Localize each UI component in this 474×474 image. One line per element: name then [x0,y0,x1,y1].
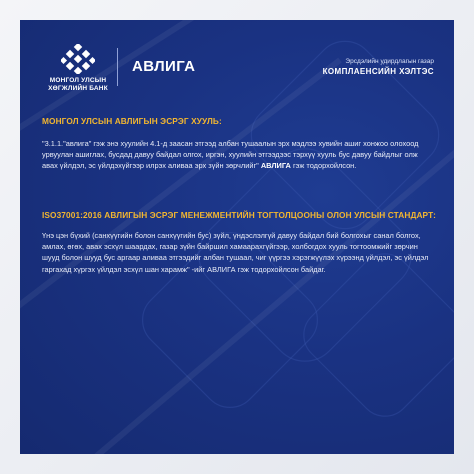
department-line1: Эрсдэлийн удирдлагын газар [345,58,434,65]
section1-body [42,138,434,172]
page-title: АВЛИГА [132,58,196,75]
bank-name-line1: МОНГОЛ УЛСЫН [49,77,107,84]
poster-panel [20,20,454,454]
header-divider [117,48,118,86]
department-label [323,58,434,76]
section1-body-text: "3.1.1."авлига" гэж энэ хуулийн 4.1-д заасан этгээд албан тушаалын эрх мэдлээ хувийн ашиг хонжоо олохоод урвуулан ашиглах, бусдад давуу байдал олгох, иргэн, хуулийн этгээдээс тэрхүү хууль бус давуу байдлыг олж авах үйлдэл, эс үйлдэхүйгээр илрэх аливаа эрх зүйн зөрчлийг" [42,139,419,171]
section1-body-end: гэж тодорхойлсон. [292,161,357,171]
section1-heading: МОНГОЛ УЛСЫН АВЛИГЫН ЭСРЭГ ХУУЛЬ: [42,116,222,126]
bank-name-line2: ХӨГЖЛИЙН БАНК [48,85,108,92]
department-line2: КОМПЛАЕНСИЙН ХЭЛТЭС [322,67,434,76]
bank-name [38,77,118,93]
section2-heading: ISO37001:2016 АВЛИГЫН ЭСРЭГ МЕНЕЖМЕНТИЙН ТОГТОЛЦООНЫ ОЛОН УЛСЫН СТАНДАРТ: [42,210,437,220]
bank-emblem-icon [61,44,95,74]
section2-body: Үнэ цэн бүхий (санхүүгийн болон санхүүгийн бус) зүйл, үндэслэлгүй давуу байдал бий болгохыг санал болгох, амлах, өгөх, авах эсхүл шаардах, газар зүйн байршил хамаарахгүйгээр, холбогдох хууль тогтоомжийг зөрчин шууд болон шууд бус аргаар аливаа этгээдийг албан тушаал, чиг үүргээ хэрэгжүүлэх хүрээнд үйлдэл, эс үйлдэл гаргахад хүргэх үйлдэл эсхүл шан харамж" -ийг АВЛИГА гэж тодорхойлсон байдаг. [42,231,429,274]
section1-body-bold: АВЛИГА [260,161,291,171]
bank-logo [38,44,118,93]
header [20,20,454,100]
